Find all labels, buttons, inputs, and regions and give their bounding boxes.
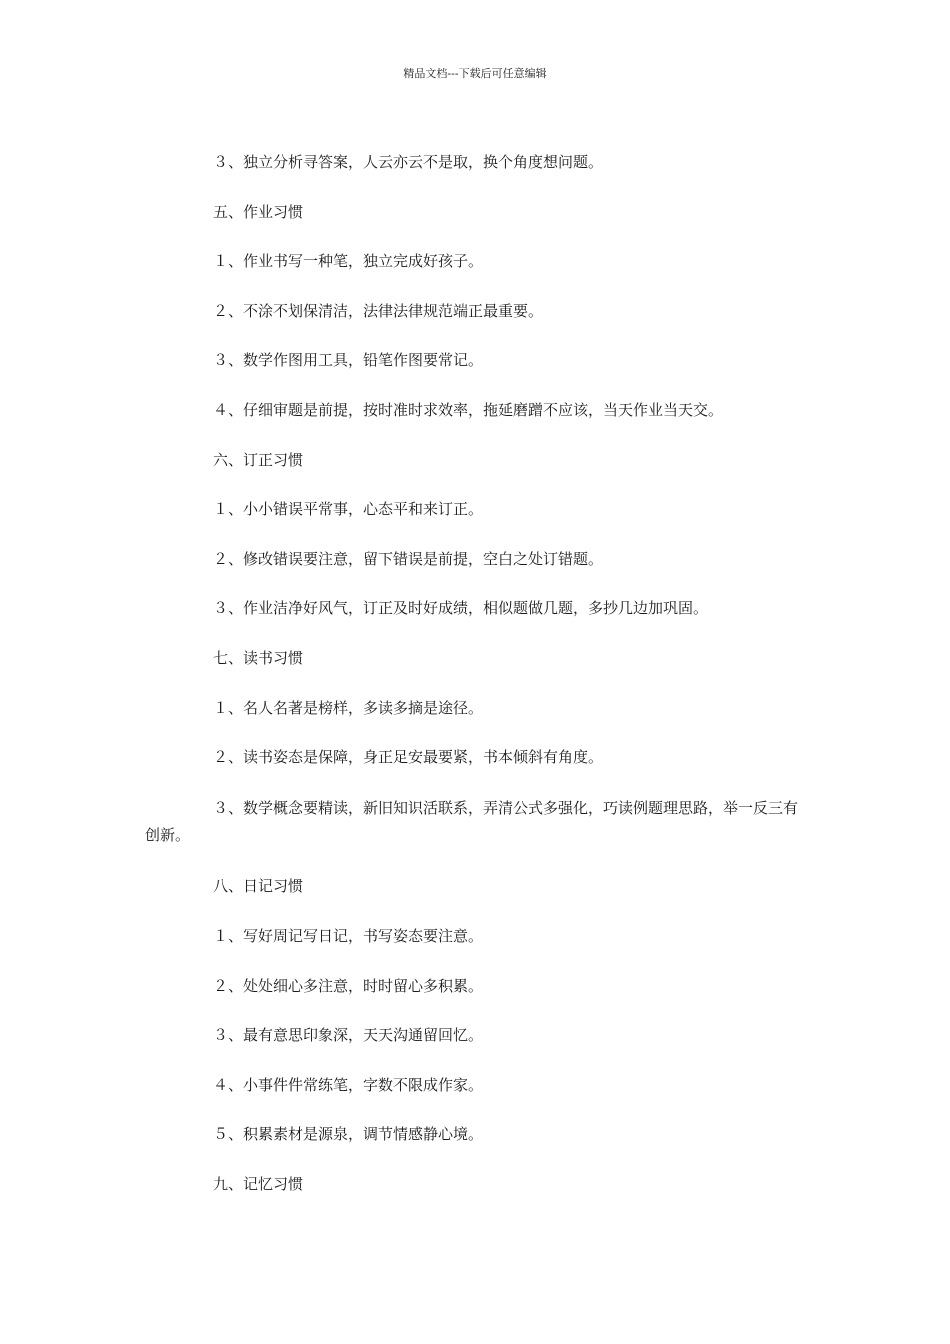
list-item: １、写好周记写日记，书写姿态要注意。 [213, 926, 484, 945]
page-header: 精品文档---下载后可任意编辑 [403, 67, 547, 80]
list-item: ３、独立分析寻答案，人云亦云不是取，换个角度想问题。 [213, 153, 604, 171]
list-item: ３、最有意思印象深，天天沟通留回忆。 [213, 1026, 484, 1045]
list-item: １、名人名著是榜样，多读多摘是途径。 [213, 698, 484, 717]
section-heading: 六、订正习惯 [213, 450, 304, 469]
list-item: ４、仔细审题是前提，按时准时求效率，拖延磨蹭不应该，当天作业当天交。 [213, 400, 724, 419]
list-item: ２、修改错误要注意，留下错误是前提，空白之处订错题。 [213, 549, 604, 568]
section-heading: 五、作业习惯 [213, 202, 304, 221]
list-item: ３、作业洁净好风气，订正及时好成绩，相似题做几题，多抄几边加巩固。 [213, 599, 709, 618]
list-item: １、作业书写一种笔，独立完成好孩子。 [213, 252, 484, 271]
list-item: ３、数学概念要精读，新旧知识活联系，弄清公式多强化，巧读例题理思路，举一反三有创新。 [145, 798, 799, 844]
list-item: ３、数学作图用工具，铅笔作图要常记。 [213, 351, 484, 370]
list-item: ２、处处细心多注意，时时留心多积累。 [213, 976, 484, 995]
list-item: １、小小错误平常事，心态平和来订正。 [213, 500, 484, 519]
section-heading: 九、记忆习惯 [213, 1174, 304, 1193]
list-item: ５、积累素材是源泉，调节情感静心境。 [213, 1125, 484, 1144]
list-item: ２、不涂不划保清洁，法律法律规范端正最重要。 [213, 301, 544, 320]
document-body [145, 150, 810, 1221]
list-item: ４、小事件件常练笔，字数不限成作家。 [213, 1075, 484, 1094]
section-heading: 七、读书习惯 [213, 648, 304, 667]
list-item: ２、读书姿态是保障，身正足安最要紧，书本倾斜有角度。 [213, 748, 604, 767]
section-heading: 八、日记习惯 [213, 877, 304, 896]
